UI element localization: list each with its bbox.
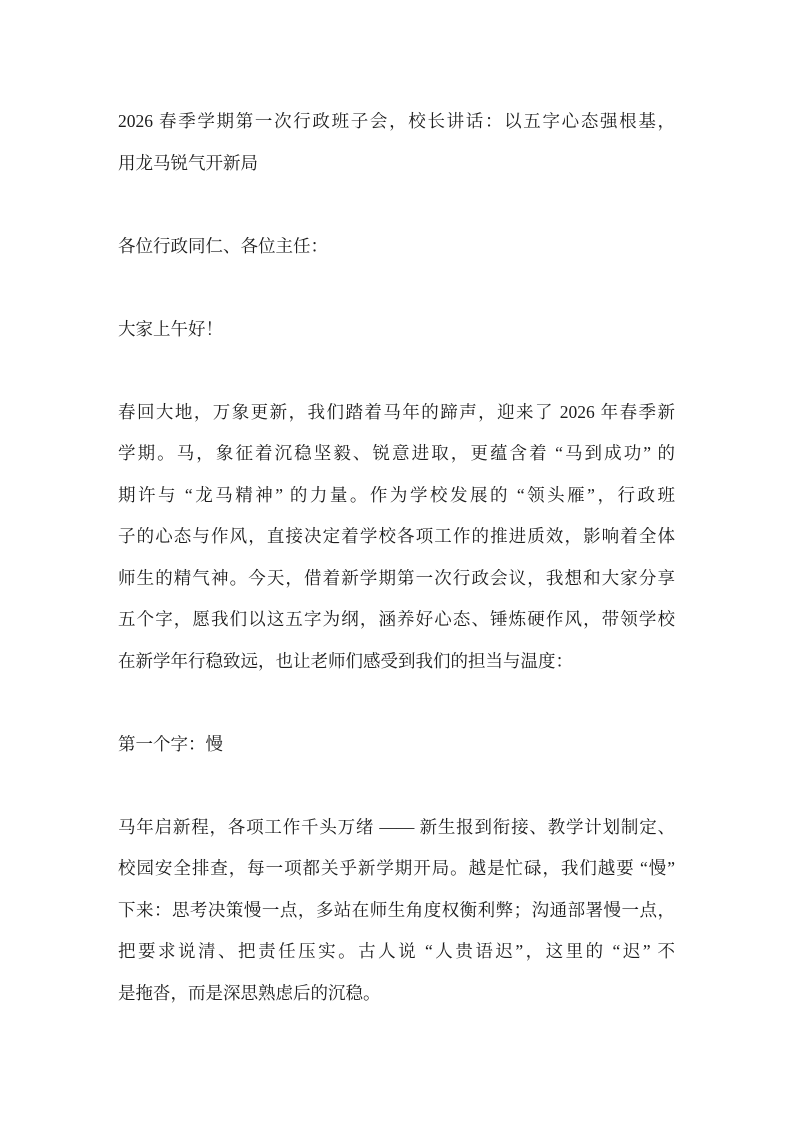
paragraph-2-line-3: 下来：思考决策慢一点，多站在师生角度权衡利弊；沟通部署慢一点， [118,899,675,920]
paragraph-1-line-4: 子的心态与作风，直接决定着学校各项工作的推进质效，影响着全体 [118,526,675,546]
paragraph-1-line-7: 在新学年行稳致远，也让老师们感受到我们的担当与温度： [118,650,573,671]
paragraph-2-line-4: 把要求说清、把责任压实。古人说 “人贵语迟”，这里的 “迟” 不 [118,941,675,961]
salutation: 各位行政同仁、各位主任： [118,235,328,256]
paragraph-2-line-2: 校园安全排查，每一项都关乎新学期开局。越是忙碌，我们越要 “慢” [118,858,675,878]
paragraph-2 [118,807,675,1015]
document-title [118,101,675,184]
paragraph-1 [118,392,675,683]
paragraph-1-line-3: 期许与 “龙马精神” 的力量。作为学校发展的 “领头雁”，行政班 [118,484,675,505]
paragraph-1-line-2: 学期。马，象征着沉稳坚毅、锐意进取，更蕴含着 “马到成功” 的 [118,443,675,463]
paragraph-1-line-5: 师生的精气神。今天，借着新学期第一次行政会议，我想和大家分享 [118,567,675,588]
title-line-2: 用龙马锐气开新局 [118,152,258,173]
section-heading-1: 第一个字：慢 [118,733,223,754]
paragraph-2-line-1: 马年启新程，各项工作千头万绪 —— 新生报到衔接、教学计划制定、 [118,816,675,837]
paragraph-2-line-5: 是拖沓，而是深思熟虑后的沉稳。 [118,982,381,1003]
greeting: 大家上午好！ [118,318,223,339]
paragraph-1-line-1: 春回大地，万象更新，我们踏着马年的蹄声，迎来了 2026 年春季新 [118,401,675,422]
paragraph-1-line-6: 五个字，愿我们以这五字为纲，涵养好心态、锤炼硬作风，带领学校 [118,609,675,629]
title-line-1: 2026 春季学期第一次行政班子会，校长讲话：以五字心态强根基， [118,111,675,131]
